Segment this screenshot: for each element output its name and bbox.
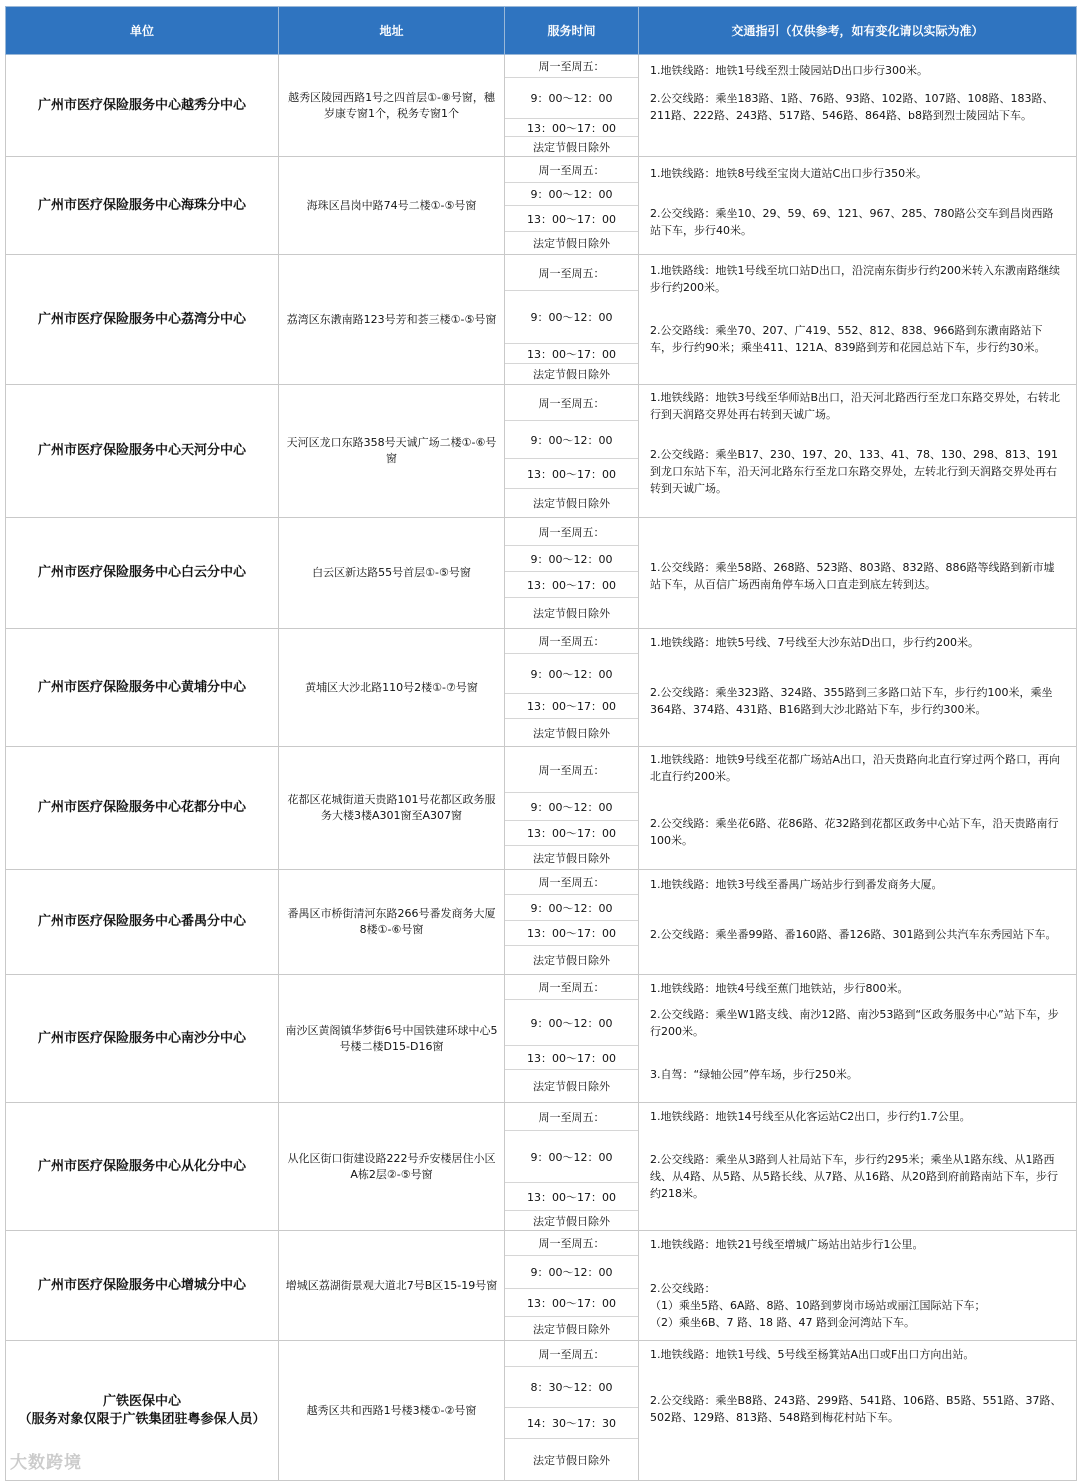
traffic-guide-line: 1.地铁线路：地铁8号线至宝岗大道站C出口步行350米。: [650, 166, 928, 180]
service-time-cell: [505, 255, 639, 385]
service-centers-table-wrapper: [5, 6, 1076, 1481]
time-days: 周一至周五：: [538, 981, 605, 994]
traffic-guide-line: 2.公交线路：乘坐183路、1路、76路、93路、102路、107路、108路、183路、211路、222路、243路、517路、546路、864路、b8路到烈士陵园站下车。: [650, 92, 1054, 122]
unit-cell: [6, 55, 279, 157]
time-days: 周一至周五：: [538, 60, 605, 73]
unit-name: 广州市医疗保险服务中心从化分中心: [37, 1158, 246, 1174]
service-time-cell: [505, 385, 639, 518]
table-row: [6, 870, 1077, 975]
unit-name: 广州市医疗保险服务中心南沙分中心: [37, 1030, 246, 1046]
header-unit: 单位: [6, 7, 279, 55]
header-address: 地址: [279, 7, 505, 55]
time-afternoon: 13：00～17：00: [505, 205, 638, 231]
time-days: 周一至周五：: [538, 1110, 605, 1124]
unit-cell: [6, 629, 279, 747]
time-holiday-note: 法定节假日除外: [505, 488, 638, 517]
unit-cell: [6, 1103, 279, 1231]
time-days: 周一至周五：: [538, 266, 605, 280]
time-holiday-note: 法定节假日除外: [505, 363, 638, 384]
time-days: 周一至周五：: [538, 1237, 605, 1250]
traffic-guide-cell: [639, 1103, 1077, 1231]
traffic-guide-line: 3.自驾：“绿轴公园”停车场，步行250米。: [650, 1068, 858, 1081]
table-row: [6, 629, 1077, 747]
table-row: [6, 55, 1077, 157]
traffic-guide-line: 2.公交线路：乘坐10、29、59、69、121、967、285、780路公交车到昌岗西路站下车，步行40米。: [650, 206, 1054, 237]
time-days: 周一至周五：: [538, 396, 605, 410]
table-row: [6, 1341, 1077, 1481]
address-cell: 越秀区陵园西路1号之四首层①-⑧号窗，穗岁康专窗1个，税务专窗1个: [279, 55, 505, 157]
table-row: [6, 157, 1077, 255]
service-time-cell: [505, 518, 639, 629]
traffic-guide-line: 2.公交线路：乘坐B17、230、197、20、133、41、78、130、298、813、191到龙口东站下车，沿天河北路东行至龙口东路交界处，左转北行到天润路交界处再右转到天诚广场。: [650, 448, 1058, 495]
time-holiday-note: 法定节假日除外: [505, 1316, 638, 1340]
time-afternoon: 13：00～17：00: [505, 343, 638, 363]
traffic-guide-line: 2.公交线路：乘坐花6路、花86路、花32路到花都区政务中心站下车，沿天贵路南行100米。: [650, 817, 1059, 847]
traffic-guide-cell: [639, 1231, 1077, 1341]
traffic-guide-cell: [639, 255, 1077, 385]
traffic-guide-cell: [639, 518, 1077, 629]
unit-name: 广州市医疗保险服务中心荔湾分中心: [37, 311, 246, 327]
time-morning: 9：00～12：00: [505, 792, 638, 820]
traffic-guide-cell: [639, 55, 1077, 157]
address-cell: 黄埔区大沙北路110号2楼①-⑦号窗: [279, 629, 505, 747]
time-holiday-note: 法定节假日除外: [505, 597, 638, 628]
table-row: [6, 1103, 1077, 1231]
table-row: [6, 1231, 1077, 1341]
unit-note: （服务对象仅限于广铁集团驻粤参保人员）: [18, 1411, 266, 1427]
time-afternoon: 13：00～17：00: [505, 571, 638, 597]
traffic-guide-line: 1.地铁线路：地铁3号线至华师站B出口，沿天河北路西行至龙口东路交界处，右转北行到天润路交界处再右转到天诚广场。: [650, 391, 1061, 421]
time-morning: 9：00～12：00: [505, 653, 638, 693]
time-afternoon: 13：00～17：00: [505, 1182, 638, 1210]
address-cell: 从化区街口街建设路222号乔安楼居住小区A栋2层②-⑤号窗: [279, 1103, 505, 1231]
time-morning: 9：00～12：00: [505, 290, 638, 343]
time-afternoon: 13：00～17：00: [505, 1288, 638, 1316]
unit-name: 广州市医疗保险服务中心越秀分中心: [37, 97, 246, 113]
service-time-cell: [505, 1231, 639, 1341]
time-morning: 9：00～12：00: [505, 999, 638, 1045]
unit-name: 广铁医保中心: [102, 1393, 181, 1409]
time-morning: 9：00～12：00: [505, 182, 638, 205]
service-time-cell: [505, 1103, 639, 1231]
unit-cell: [6, 747, 279, 870]
unit-cell: [6, 157, 279, 255]
traffic-guide-line: 2.公交线路：乘坐从3路到人社局站下车，步行约295米；乘坐从1路东线、从1路西线、从4路、从5路、从5路长线、从7路、从16路、从20路到府前路南站下车，步行约218米。: [650, 1153, 1058, 1200]
service-time-cell: [505, 975, 639, 1103]
time-holiday-note: 法定节假日除外: [505, 845, 638, 869]
traffic-guide-line: 1.地铁路线：地铁1号线至坑口站D出口，沿浣南东街步行约200米转入东漖南路继续步行约200米。: [650, 264, 1060, 294]
time-holiday-note: 法定节假日除外: [505, 718, 638, 746]
traffic-guide-line: 1.公交线路：乘坐58路、268路、523路、803路、832路、886路等线路到新市墟站下车，从百信广场西南角停车场入口直走到底左转到达。: [650, 561, 1055, 591]
time-holiday-note: 法定节假日除外: [505, 1210, 638, 1230]
unit-name: 广州市医疗保险服务中心番禺分中心: [37, 914, 246, 929]
unit-name: 广州市医疗保险服务中心天河分中心: [37, 443, 246, 458]
time-afternoon: 14：30～17：30: [505, 1407, 638, 1438]
unit-cell: [6, 385, 279, 518]
traffic-guide-line: 1.地铁线路：地铁1号线至烈士陵园站D出口步行300米。: [650, 64, 928, 77]
time-afternoon: 13：00～17：00: [505, 920, 638, 945]
table-header-row: [6, 7, 1077, 55]
traffic-guide-line: 1.地铁线路：地铁1号线、5号线至杨箕站A出口或F出口方向出站。: [650, 1348, 975, 1361]
traffic-guide-line: 1.地铁线路：地铁4号线至蕉门地铁站，步行800米。: [650, 982, 909, 995]
table-row: [6, 975, 1077, 1103]
watermark-logo: 大数跨境: [10, 1453, 82, 1473]
unit-cell: [6, 255, 279, 385]
header-traffic-guide: 交通指引（仅供参考，如有变化请以实际为准）: [639, 7, 1077, 55]
traffic-guide-cell: [639, 157, 1077, 255]
time-days: 周一至周五：: [538, 876, 605, 889]
unit-cell: [6, 518, 279, 629]
service-centers-table: [5, 6, 1077, 1481]
traffic-guide-cell: [639, 747, 1077, 870]
time-afternoon: 13：00～17：00: [505, 118, 638, 136]
time-afternoon: 13：00～17：00: [505, 820, 638, 845]
address-cell: 白云区新达路55号首层①-⑤号窗: [279, 518, 505, 629]
traffic-guide-line: 2.公交线路：乘坐323路、324路、355路到三多路口站下车，步行约100米，乘坐364路、374路、431路、B16路到大沙北路站下车，步行约300米。: [650, 686, 1053, 716]
time-holiday-note: 法定节假日除外: [505, 1069, 638, 1102]
traffic-guide-line: 1.地铁线路：地铁5号线、7号线至大沙东站D出口，步行约200米。: [650, 636, 979, 649]
time-morning: 9：00～12：00: [505, 77, 638, 118]
time-morning: 9：00～12：00: [505, 420, 638, 458]
address-cell: 增城区荔湖街景观大道北7号B区15-19号窗: [279, 1231, 505, 1341]
traffic-guide-line: 1.地铁线路：地铁14号线至从化客运站C2出口，步行约1.7公里。: [650, 1110, 971, 1123]
traffic-guide-cell: [639, 975, 1077, 1103]
unit-name: 广州市医疗保险服务中心增城分中心: [37, 1277, 246, 1293]
address-cell: 海珠区昌岗中路74号二楼①-⑤号窗: [279, 157, 505, 255]
address-cell: 天河区龙口东路358号天诚广场二楼①-⑥号窗: [279, 385, 505, 518]
traffic-guide-line: 1.地铁线路：地铁3号线至番禺广场站步行到番发商务大厦。: [650, 878, 943, 891]
traffic-guide-line: 2.公交线路：乘坐B8路、243路、299路、541路、106路、B5路、551路、37路、502路、129路、813路、548路到梅花村站下车。: [650, 1394, 1062, 1424]
unit-cell: [6, 975, 279, 1103]
time-holiday-note: 法定节假日除外: [505, 945, 638, 974]
unit-cell: [6, 1231, 279, 1341]
time-morning: 9：00～12：00: [505, 545, 638, 571]
unit-name: 广州市医疗保险服务中心黄埔分中心: [37, 679, 246, 695]
unit-name: 广州市医疗保险服务中心花都分中心: [37, 800, 246, 815]
time-holiday-note: 法定节假日除外: [505, 1438, 638, 1480]
time-days: 周一至周五：: [538, 763, 605, 777]
address-cell: 番禺区市桥街清河东路266号番发商务大厦8楼①-⑥号窗: [279, 870, 505, 975]
header-service-time: 服务时间: [505, 7, 639, 55]
time-days: 周一至周五：: [538, 525, 605, 539]
address-cell: 荔湾区东漖南路123号芳和荟三楼①-⑤号窗: [279, 255, 505, 385]
time-days: 周一至周五：: [538, 1347, 605, 1361]
traffic-guide-line: 2.公交路线：乘坐70、207、广419、552、812、838、966路到东漖南路站下车，步行约90米；乘坐411、121A、839路到芳和花园总站下车，步行约30米。: [650, 324, 1046, 354]
time-morning: 9：00～12：00: [505, 894, 638, 920]
time-morning: 9：00～12：00: [505, 1130, 638, 1182]
service-time-cell: [505, 157, 639, 255]
traffic-guide-cell: [639, 385, 1077, 518]
traffic-guide-line: 1.地铁线路：地铁9号线至花都广场站A出口，沿天贵路向北直行穿过两个路口，再向北直行约200米。: [650, 753, 1061, 783]
unit-name: 广州市医疗保险服务中心白云分中心: [37, 565, 246, 580]
traffic-guide-cell: [639, 629, 1077, 747]
service-time-cell: [505, 1341, 639, 1481]
time-days: 周一至周五：: [538, 163, 605, 177]
traffic-guide-cell: [639, 1341, 1077, 1481]
address-cell: 越秀区共和西路1号楼3楼①-②号窗: [279, 1341, 505, 1481]
traffic-guide-line: 2.公交线路：乘坐W1路支线、南沙12路、南沙53路到“区政务服务中心”站下车，步行200米。: [650, 1008, 1059, 1038]
time-holiday-note: 法定节假日除外: [505, 136, 638, 156]
address-cell: 花都区花城街道天贵路101号花都区政务服务大楼3楼A301窗至A307窗: [279, 747, 505, 870]
time-morning: 8：30～12：00: [505, 1366, 638, 1407]
table-row: [6, 255, 1077, 385]
service-time-cell: [505, 747, 639, 870]
traffic-guide-line: 2.公交线路：乘坐番99路、番160路、番126路、301路到公共汽车东秀园站下车。: [650, 928, 1057, 941]
traffic-guide-cell: [639, 870, 1077, 975]
traffic-guide-line: 2.公交线路： （1）乘坐5路、6A路、8路、10路到萝岗市场站或丽江国际站下车； （2）乘坐6B、7 路、18 路、47 路到金河湾站下车。: [650, 1282, 986, 1329]
time-days: 周一至周五：: [538, 635, 605, 648]
unit-name: 广州市医疗保险服务中心海珠分中心: [37, 197, 246, 213]
unit-cell: [6, 870, 279, 975]
traffic-guide-line: 1.地铁线路：地铁21号线至增城广场站出站步行1公里。: [650, 1238, 924, 1251]
table-row: [6, 518, 1077, 629]
time-morning: 9：00～12：00: [505, 1255, 638, 1288]
service-time-cell: [505, 629, 639, 747]
time-afternoon: 13：00～17：00: [505, 458, 638, 488]
table-row: [6, 747, 1077, 870]
service-time-cell: [505, 870, 639, 975]
time-holiday-note: 法定节假日除外: [505, 231, 638, 254]
time-afternoon: 13：00～17：00: [505, 1045, 638, 1069]
time-afternoon: 13：00～17：00: [505, 693, 638, 718]
address-cell: 南沙区黄阁镇华梦街6号中国铁建环球中心5号楼二楼D15-D16窗: [279, 975, 505, 1103]
table-row: [6, 385, 1077, 518]
service-time-cell: [505, 55, 639, 157]
